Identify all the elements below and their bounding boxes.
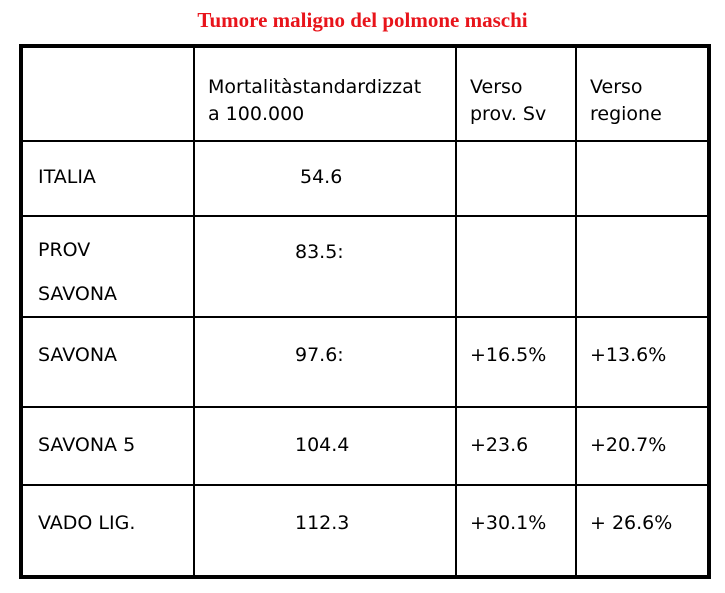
table-header-row	[21, 46, 709, 141]
row-value: 83.5:	[295, 241, 344, 263]
row-prov-value: +23.6	[470, 434, 529, 456]
row-label: SAVONA 5	[38, 434, 136, 456]
row-prov-value: +16.5%	[470, 344, 547, 366]
row-value: 54.6	[300, 166, 343, 188]
header-regione-label: Verso regione	[590, 76, 662, 125]
row-prov-value: +30.1%	[470, 512, 547, 534]
row-value-cell	[194, 407, 456, 485]
row-label: VADO LIG.	[38, 512, 136, 534]
row-label-cell	[21, 485, 194, 577]
table-row	[21, 141, 709, 216]
row-regione-value: + 26.6%	[590, 512, 673, 534]
table-row	[21, 317, 709, 407]
row-regione-value: +13.6%	[590, 344, 667, 366]
row-label-cell	[21, 216, 194, 317]
table-row	[21, 485, 709, 577]
row-value-cell	[194, 485, 456, 577]
row-regione-cell	[576, 485, 709, 577]
row-value-cell	[194, 317, 456, 407]
row-label-cell	[21, 407, 194, 485]
row-regione-cell	[576, 141, 709, 216]
row-prov-cell	[456, 407, 576, 485]
row-value: 97.6:	[295, 344, 344, 366]
row-label: ITALIA	[38, 166, 96, 188]
header-prov-label: Verso prov. Sv	[470, 76, 547, 125]
data-table	[19, 44, 711, 579]
row-prov-cell	[456, 141, 576, 216]
header-cell-mortality	[194, 46, 456, 141]
header-mortality-label: Mortalitàstandardizzat a 100.000	[208, 76, 422, 125]
page-title: Tumore maligno del polmone maschi	[197, 8, 528, 32]
row-regione-cell	[576, 216, 709, 317]
row-value: 112.3	[295, 512, 350, 534]
row-regione-cell	[576, 317, 709, 407]
header-cell-prov	[456, 46, 576, 141]
row-prov-cell	[456, 317, 576, 407]
table-row	[21, 407, 709, 485]
row-value: 104.4	[295, 434, 350, 456]
row-prov-cell	[456, 216, 576, 317]
row-prov-cell	[456, 485, 576, 577]
row-regione-value: +20.7%	[590, 434, 667, 456]
row-label: PROV SAVONA	[38, 239, 118, 305]
row-regione-cell	[576, 407, 709, 485]
row-value-cell	[194, 216, 456, 317]
row-label-cell	[21, 317, 194, 407]
table-row	[21, 216, 709, 317]
header-cell-empty	[21, 46, 194, 141]
header-cell-regione	[576, 46, 709, 141]
row-label: SAVONA	[38, 344, 118, 366]
row-value-cell	[194, 141, 456, 216]
row-label-cell	[21, 141, 194, 216]
